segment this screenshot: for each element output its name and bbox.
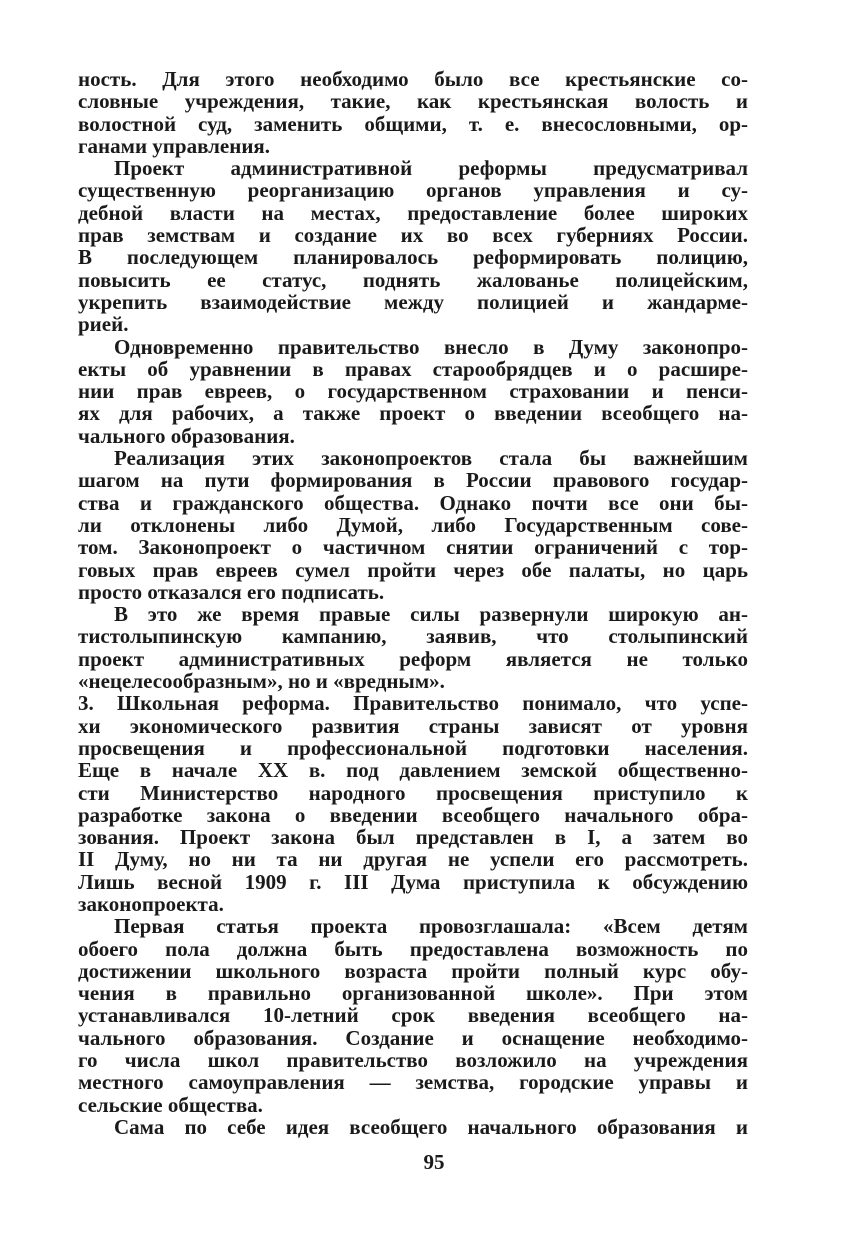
paragraph (78, 336, 748, 447)
text-line: просто отказался его подписать. (78, 579, 385, 604)
page-number: 95 (423, 1150, 445, 1174)
text-line: хи экономического развития страны зависят от уровня (78, 713, 748, 738)
paragraph (78, 157, 748, 335)
text-line: ли отклонены либо Думой, либо Государственным сове- (78, 512, 748, 537)
text-line: прав земствам и создание их во всех губерниях России. (78, 223, 748, 248)
text-line: шагом на пути формирования в России правового государ- (78, 468, 748, 493)
text-line: Реализация этих законопроектов стала бы важнейшим (114, 446, 748, 471)
text-line: законопроекта. (78, 891, 224, 916)
text-line: разработке закона о введении всеобщего начального обра- (78, 802, 748, 827)
text-line: Первая статья проекта провозглашала: «Всем детям (114, 914, 748, 939)
text-line: Одновременно правительство внесло в Думу законопро- (114, 334, 748, 359)
text-line: «нецелесообразным», но и «вредным». (78, 669, 445, 694)
text-line: II Думу, но ни та ни другая не успели его рассмотреть. (78, 847, 748, 872)
section-paragraph (78, 692, 748, 915)
text-line: словные учреждения, такие, как крестьянская волость и (78, 89, 748, 114)
text-line: Сама по себе идея всеобщего начального образования и (114, 1114, 748, 1139)
text-line: просвещения и профессиональной подготовки населения. (78, 735, 748, 760)
paragraph (78, 1116, 748, 1138)
text-line: екты об уравнении в правах старообрядцев и о расшире- (78, 356, 748, 381)
text-line-rest: Правительство понимало, что успе- (329, 691, 748, 716)
text-line: ность. Для этого необходимо было все крестьянские со- (78, 67, 748, 91)
text-line: дебной власти на местах, предоставление более широких (78, 200, 748, 225)
text-line: Проект административной реформы предусматривал (114, 156, 748, 181)
text-line: В это же время правые силы развернули широкую ан- (114, 602, 748, 627)
text-line: проект административных реформ является не только (78, 646, 748, 671)
text-line: сельские общества. (78, 1092, 263, 1117)
paragraph (78, 915, 748, 1116)
paragraph (78, 447, 748, 603)
text-line: укрепить взаимодействие между полицией и жандарме- (78, 289, 748, 314)
text-line: рией. (78, 312, 129, 337)
page-body (78, 68, 748, 1138)
text-line: говых прав евреев сумел пройти через обе палаты, но царь (78, 557, 748, 582)
text-line: местного самоуправления — земства, городские управы и (78, 1070, 748, 1095)
text-line: чения в правильно организованной школе». При этом (78, 981, 748, 1006)
text-line: ях для рабочих, а также проект о введении всеобщего на- (78, 401, 748, 426)
text-line: В последующем планировалось реформировать полицию, (78, 245, 748, 270)
text-line: ганами управления. (78, 133, 271, 158)
text-line: чального образования. (78, 423, 295, 448)
text-line: сти Министерство народного просвещения приступило к (78, 780, 748, 805)
text-line: Еще в начале XX в. под давлением земской общественно- (78, 758, 748, 783)
text-line: обоего пола должна быть предоставлена возможность по (78, 936, 748, 961)
text-line: го числа школ правительство возложило на учреждения (78, 1048, 748, 1073)
text-line: нии прав евреев, о государственном страховании и пенси- (78, 379, 748, 404)
section-heading: 3. Школьная реформа. (78, 691, 330, 716)
text-line (78, 692, 748, 714)
text-line: зования. Проект закона был представлен в I, а затем во (78, 825, 748, 850)
text-line: волостной суд, заменить общими, т. е. внесословными, ор- (78, 111, 748, 136)
text-line: устанавливался 10-летний срок введения всеобщего на- (78, 1003, 748, 1028)
text-line: том. Законопроект о частичном снятии ограничений с тор- (78, 535, 748, 560)
paragraph (78, 603, 748, 692)
text-line: тистолыпинскую кампанию, заявив, что столыпинский (78, 624, 748, 649)
text-line: ства и гражданского общества. Однако почти все они бы- (78, 490, 748, 515)
paragraph (78, 68, 748, 157)
text-line: существенную реорганизацию органов управления и су- (78, 178, 748, 203)
text-line: чального образования. Создание и оснащение необходимо- (78, 1025, 748, 1050)
text-line: достижении школьного возраста пройти полный курс обу- (78, 958, 748, 983)
text-line: повысить ее статус, поднять жалованье полицейским, (78, 267, 748, 292)
text-line: Лишь весной 1909 г. III Дума приступила к обсуждению (78, 869, 748, 894)
